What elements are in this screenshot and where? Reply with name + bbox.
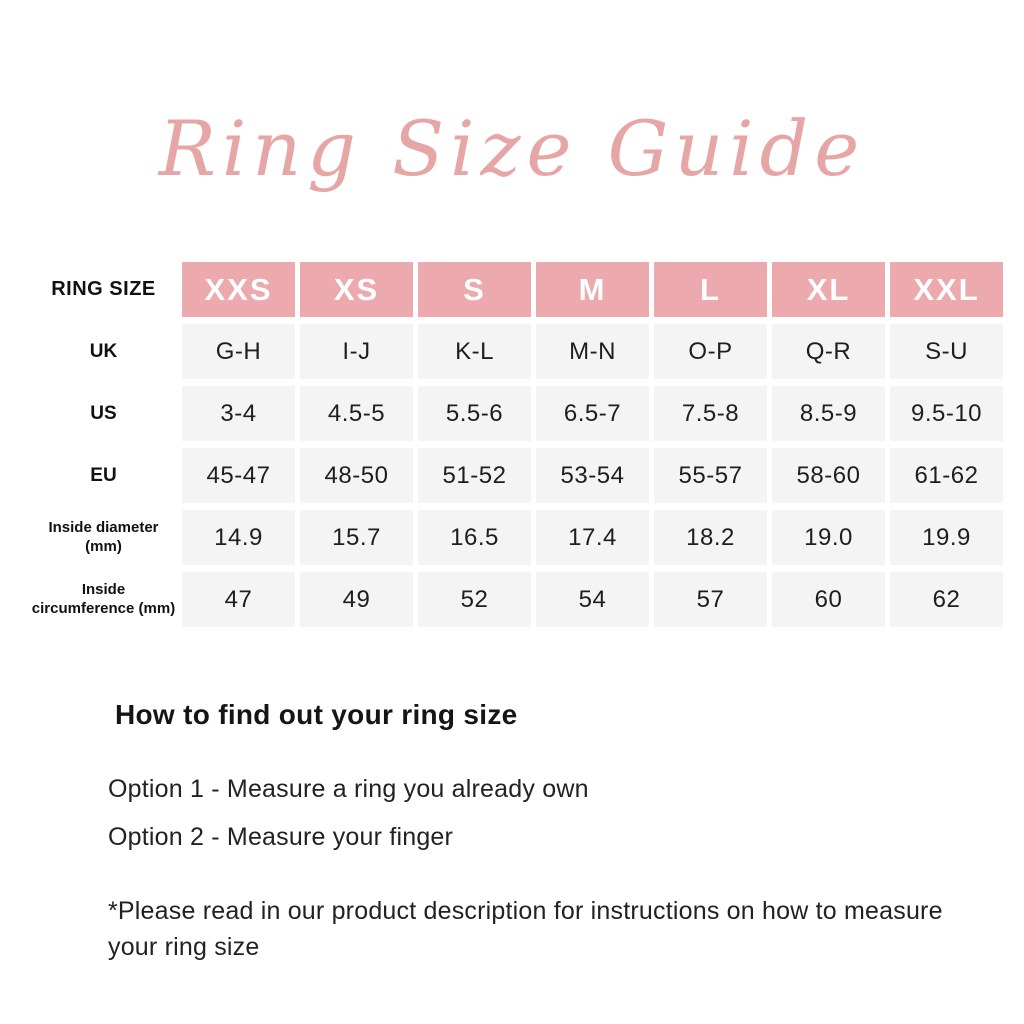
row-label-inside-circumference: Inside circumference (mm)	[31, 580, 176, 617]
eu-cell: 45-47	[182, 448, 295, 503]
us-cell: 6.5-7	[536, 386, 649, 441]
option-1-text: Option 1 - Measure a ring you already own	[108, 775, 589, 803]
eu-cell: 53-54	[536, 448, 649, 503]
row-label-uk: UK	[89, 340, 118, 362]
uk-cell: O-P	[654, 324, 767, 379]
us-cell: 7.5-8	[654, 386, 767, 441]
row-label-eu: EU	[90, 464, 117, 486]
uk-cell: M-N	[536, 324, 649, 379]
us-cell: 3-4	[182, 386, 295, 441]
us-cell: 4.5-5	[300, 386, 413, 441]
uk-cell: Q-R	[772, 324, 885, 379]
uk-cell: S-U	[890, 324, 1003, 379]
row-label-inside-diameter: Inside diameter (mm)	[48, 518, 159, 555]
page-title: Ring Size Guide	[158, 104, 866, 193]
size-header-xxl: XXL	[890, 262, 1003, 317]
diameter-cell: 16.5	[418, 510, 531, 565]
uk-cell: I-J	[300, 324, 413, 379]
row-label-ring-size: RING SIZE	[51, 278, 156, 300]
size-header-s: S	[418, 262, 531, 317]
eu-cell: 58-60	[772, 448, 885, 503]
eu-cell: 55-57	[654, 448, 767, 503]
eu-cell: 48-50	[300, 448, 413, 503]
size-header-xl: XL	[772, 262, 885, 317]
diameter-cell: 14.9	[182, 510, 295, 565]
us-cell: 9.5-10	[890, 386, 1003, 441]
ring-size-table	[30, 262, 1003, 627]
howto-heading: How to find out your ring size	[115, 699, 518, 730]
circumference-cell: 60	[772, 572, 885, 627]
diameter-cell: 15.7	[300, 510, 413, 565]
diameter-cell: 19.0	[772, 510, 885, 565]
eu-cell: 51-52	[418, 448, 531, 503]
circumference-cell: 62	[890, 572, 1003, 627]
size-header-xs: XS	[300, 262, 413, 317]
diameter-cell: 17.4	[536, 510, 649, 565]
size-header-l: L	[654, 262, 767, 317]
circumference-cell: 52	[418, 572, 531, 627]
us-cell: 8.5-9	[772, 386, 885, 441]
product-description-note: *Please read in our product description for instructions on how to measure your ring size	[108, 897, 943, 961]
eu-cell: 61-62	[890, 448, 1003, 503]
uk-cell: G-H	[182, 324, 295, 379]
row-label-us: US	[90, 402, 117, 424]
circumference-cell: 47	[182, 572, 295, 627]
circumference-cell: 49	[300, 572, 413, 627]
size-header-m: M	[536, 262, 649, 317]
diameter-cell: 19.9	[890, 510, 1003, 565]
uk-cell: K-L	[418, 324, 531, 379]
option-2-text: Option 2 - Measure your finger	[108, 823, 454, 851]
us-cell: 5.5-6	[418, 386, 531, 441]
circumference-cell: 54	[536, 572, 649, 627]
diameter-cell: 18.2	[654, 510, 767, 565]
circumference-cell: 57	[654, 572, 767, 627]
size-header-xxs: XXS	[182, 262, 295, 317]
